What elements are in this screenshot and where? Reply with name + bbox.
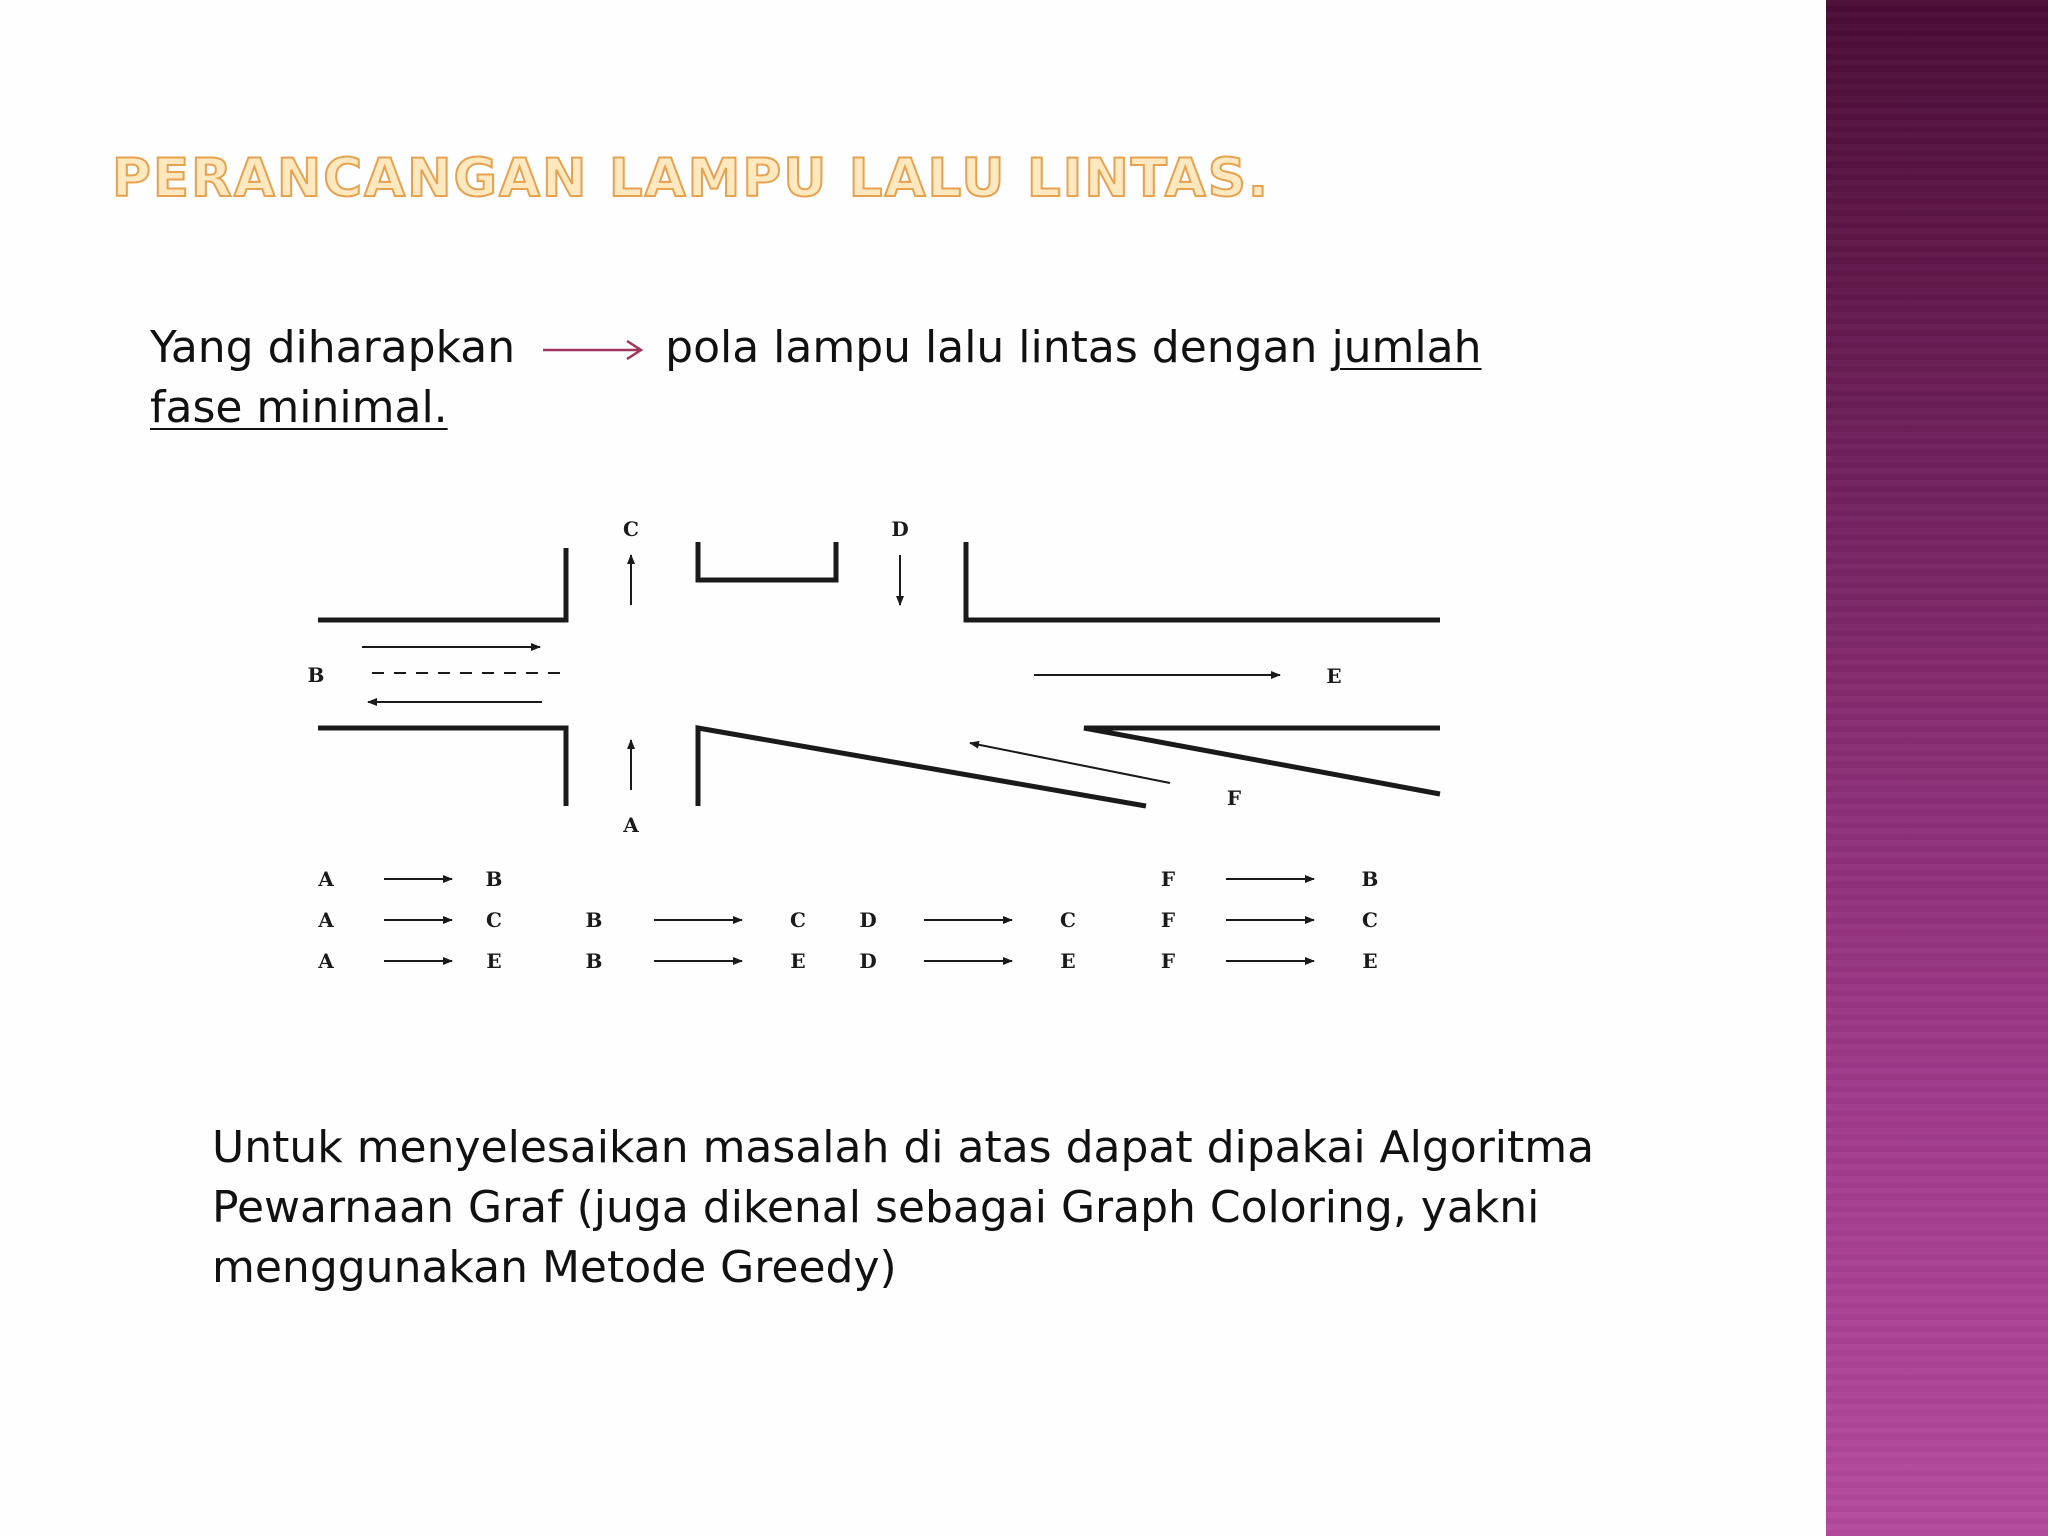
arrow-f-diagonal [970, 743, 1170, 783]
intro-text: pola lampu lalu lintas dengan [665, 322, 1318, 373]
road-edge-top-right [966, 542, 1440, 620]
label-d: D [891, 517, 909, 541]
svg-text:F: F [1160, 949, 1176, 973]
movement-f-e [1161, 949, 1378, 973]
intro-paragraph [150, 318, 1600, 438]
intro-underlined-jumlah: jumlah [1331, 322, 1482, 373]
road-edge-bottom-left [318, 728, 566, 806]
svg-text:C: C [1362, 908, 1378, 932]
svg-text:C: C [1060, 908, 1076, 932]
decorative-side-band [1826, 0, 2048, 1536]
label-e: E [1326, 664, 1342, 688]
right-arrow-icon [541, 335, 647, 365]
svg-text:C: C [486, 908, 502, 932]
svg-text:C: C [790, 908, 806, 932]
movement-list [317, 867, 1378, 973]
intro-underlined-fase-minimal: fase minimal. [150, 382, 448, 433]
svg-text:E: E [1362, 949, 1378, 973]
movement-f-c [1161, 908, 1378, 932]
lane-arrows [362, 555, 1280, 790]
movement-a-b [317, 867, 502, 891]
svg-text:F: F [1160, 908, 1176, 932]
road-edge-bottom-diagonal [698, 728, 1146, 806]
road-edge-top-left [318, 548, 566, 620]
movement-a-c [317, 908, 502, 932]
slide-title: PERANCANGAN LAMPU LALU LINTAS. [112, 148, 1271, 209]
intro-lead: Yang diharapkan [150, 322, 516, 373]
svg-text:D: D [859, 949, 877, 973]
movement-d-c [859, 908, 1076, 932]
svg-text:F: F [1160, 867, 1176, 891]
svg-text:B: B [585, 949, 603, 973]
movement-d-e [859, 949, 1075, 973]
svg-text:A: A [318, 908, 334, 932]
conclusion-paragraph: Untuk menyelesaikan masalah di atas dapat dipakai Algoritma Pewarnaan Graf (juga dikenal sebagai Graph Coloring, yakni menggunakan Metode Greedy) [212, 1122, 1595, 1293]
svg-text:D: D [859, 908, 877, 932]
svg-text:B: B [1361, 867, 1379, 891]
road-labels [308, 517, 1342, 837]
svg-text:B: B [485, 867, 503, 891]
movement-b-e [586, 949, 806, 973]
svg-text:A: A [318, 867, 334, 891]
svg-text:B: B [585, 908, 603, 932]
svg-text:A: A [318, 949, 334, 973]
road-edge-right-diagonal [1084, 728, 1440, 794]
label-c: C [623, 517, 639, 541]
label-b: B [307, 663, 325, 687]
road-edge-top-middle [698, 542, 836, 580]
label-a: A [623, 813, 639, 837]
svg-text:E: E [790, 949, 806, 973]
svg-text:E: E [486, 949, 502, 973]
movement-f-b [1161, 867, 1379, 891]
label-f: F [1226, 786, 1242, 810]
movement-a-e [317, 949, 501, 973]
svg-text:E: E [1060, 949, 1076, 973]
intersection-diagram [290, 500, 1490, 990]
movement-b-c [586, 908, 806, 932]
